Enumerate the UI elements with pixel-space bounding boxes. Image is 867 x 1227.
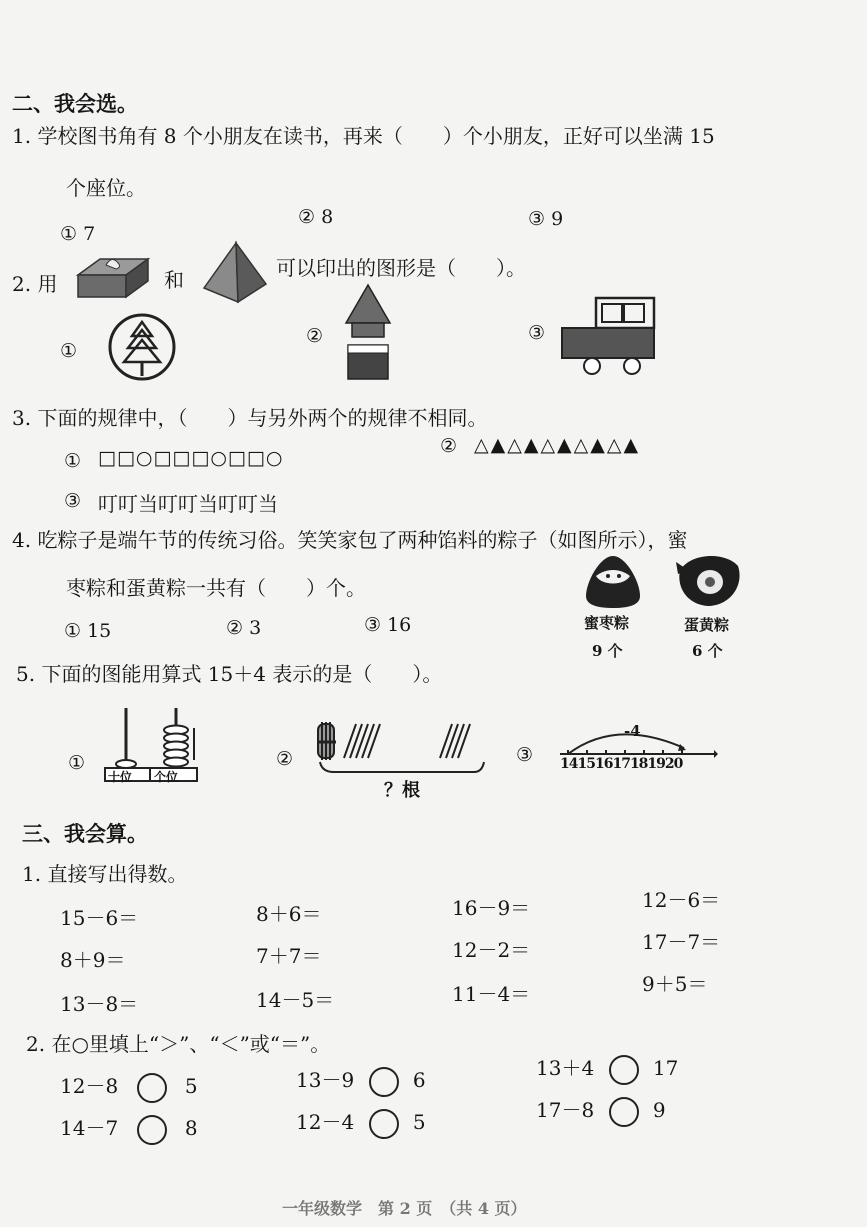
compare-circle-input[interactable]: [369, 1067, 399, 1097]
q4-option-2[interactable]: ② 3: [226, 617, 262, 639]
q3-option-2-label[interactable]: ②: [440, 435, 458, 457]
tick-label: 20: [664, 756, 683, 772]
tissue-box-icon: [72, 245, 152, 305]
q4-stem-line2: 枣粽和蛋黄粽一共有（ ）个。: [66, 576, 366, 600]
tick-label: 18: [629, 756, 648, 772]
q1-option-1[interactable]: ① 7: [60, 223, 96, 245]
q3-option-1-pattern: □□○□□□○□□○: [98, 447, 284, 469]
calc-item: 8＋9＝: [60, 948, 126, 972]
compare-item: [296, 1064, 426, 1097]
compare-left: 13－9: [296, 1068, 355, 1092]
tree-in-circle-icon: [102, 312, 182, 382]
tick-label: 14: [560, 756, 578, 772]
tick-label: 15: [577, 756, 595, 772]
arrow-house-icon: [340, 283, 396, 383]
compare-left: 12－8: [60, 1074, 119, 1098]
abacus-tens-label: 十位: [108, 770, 133, 784]
compare-circle-input[interactable]: [609, 1055, 639, 1085]
q3-stem: 3. 下面的规律中，（ ）与另外两个的规律不相同。: [12, 406, 488, 430]
compare-left: 14－7: [60, 1116, 119, 1140]
q2-prefix: 2. 用: [12, 272, 58, 296]
sticks-bundle-icon: [314, 716, 488, 778]
q3-option-3-pattern: 叮叮当叮叮当叮叮当: [98, 492, 278, 516]
q4-stem-line1: 4. 吃粽子是端午节的传统习俗。笑笑家包了两种馅料的粽子（如图所示），蜜: [12, 528, 688, 552]
calc-item: 15－6＝: [60, 906, 139, 930]
section3-title: 三、我会算。: [22, 821, 148, 846]
q4-option-1[interactable]: ① 15: [64, 620, 112, 642]
truck-icon: [558, 294, 660, 376]
compare-circle-input[interactable]: [369, 1109, 399, 1139]
egg-yolk-zongzi-icon: [672, 550, 746, 612]
calc-item: 8＋6＝: [256, 902, 322, 926]
numberline-ticks: [560, 756, 682, 772]
calc-item: 14－5＝: [256, 988, 335, 1012]
q3-option-3-label[interactable]: ③: [64, 490, 82, 512]
q5-option-2[interactable]: ②: [276, 748, 294, 770]
numberline-jump-label: -4: [624, 722, 641, 740]
page-footer: 一年级数学 第 2 页 （共 4 页）: [282, 1199, 527, 1218]
q5-option-3[interactable]: ③: [516, 744, 534, 766]
compare-right: 5: [184, 1074, 198, 1098]
q1-option-2[interactable]: ② 8: [298, 206, 334, 228]
compare-right: 17: [652, 1056, 679, 1080]
zongzi1-name: 蜜枣粽: [584, 614, 630, 632]
q3-option-2-pattern: △▲△▲△▲△▲△▲: [474, 434, 641, 456]
calc-item: 11－4＝: [452, 982, 531, 1006]
calc-item: 13－8＝: [60, 992, 139, 1016]
calc-item: 12－2＝: [452, 938, 531, 962]
q2-option-2[interactable]: ②: [306, 325, 324, 347]
calc-stem: 1. 直接写出得数。: [22, 862, 188, 886]
zongzi2-count: 6 个: [692, 642, 723, 660]
q5-stem: 5. 下面的图能用算式 15＋4 表示的是（ ）。: [16, 662, 443, 686]
compare-item: [296, 1106, 426, 1139]
q5-option-1[interactable]: ①: [68, 752, 86, 774]
compare-item: [60, 1070, 198, 1103]
compare-left: 13＋4: [536, 1056, 595, 1080]
compare-right: 5: [412, 1110, 426, 1134]
calc-item: 16－9＝: [452, 896, 531, 920]
sticks-total-label: ？根: [384, 780, 420, 801]
tick-label: 16: [594, 756, 613, 772]
abacus-ones-label: 个位: [154, 770, 179, 784]
compare-right: 6: [412, 1068, 426, 1092]
q1-stem-line2: 个座位。: [66, 176, 146, 200]
section2-title: 二、我会选。: [12, 91, 138, 116]
compare-circle-input[interactable]: [137, 1073, 167, 1103]
calc-item: 17－7＝: [642, 930, 721, 954]
compare-left: 12－4: [296, 1110, 355, 1134]
compare-circle-input[interactable]: [137, 1115, 167, 1145]
q3-option-1-label[interactable]: ①: [64, 450, 82, 472]
q2-mid-text: 和: [164, 268, 184, 292]
compare-circle-input[interactable]: [609, 1097, 639, 1127]
compare-stem: 2. 在○里填上“＞”、“＜”或“＝”。: [26, 1032, 331, 1056]
compare-right: 8: [184, 1116, 198, 1140]
q2-option-1[interactable]: ①: [60, 340, 78, 362]
date-zongzi-icon: [582, 552, 644, 610]
calc-item: 12－6＝: [642, 888, 721, 912]
q2-option-3[interactable]: ③: [528, 322, 546, 344]
compare-left: 17－8: [536, 1098, 595, 1122]
tick-label: 17: [612, 756, 630, 772]
zongzi1-count: 9 个: [592, 642, 623, 660]
compare-item: [60, 1112, 198, 1145]
compare-right: 9: [652, 1098, 666, 1122]
q1-stem-line1: 1. 学校图书角有 8 个小朋友在读书，再来（ ）个小朋友，正好可以坐满 15: [12, 124, 715, 148]
q4-option-3[interactable]: ③ 16: [364, 614, 412, 636]
tick-label: 19: [647, 756, 665, 772]
calc-item: 9＋5＝: [642, 972, 708, 996]
compare-item: [536, 1052, 678, 1085]
q2-suffix: 可以印出的图形是（ ）。: [276, 256, 526, 280]
calc-item: 7＋7＝: [256, 944, 322, 968]
compare-item: [536, 1094, 666, 1127]
zongzi2-name: 蛋黄粽: [684, 616, 730, 634]
pyramid-icon: [198, 240, 270, 306]
q1-option-3[interactable]: ③ 9: [528, 208, 564, 230]
